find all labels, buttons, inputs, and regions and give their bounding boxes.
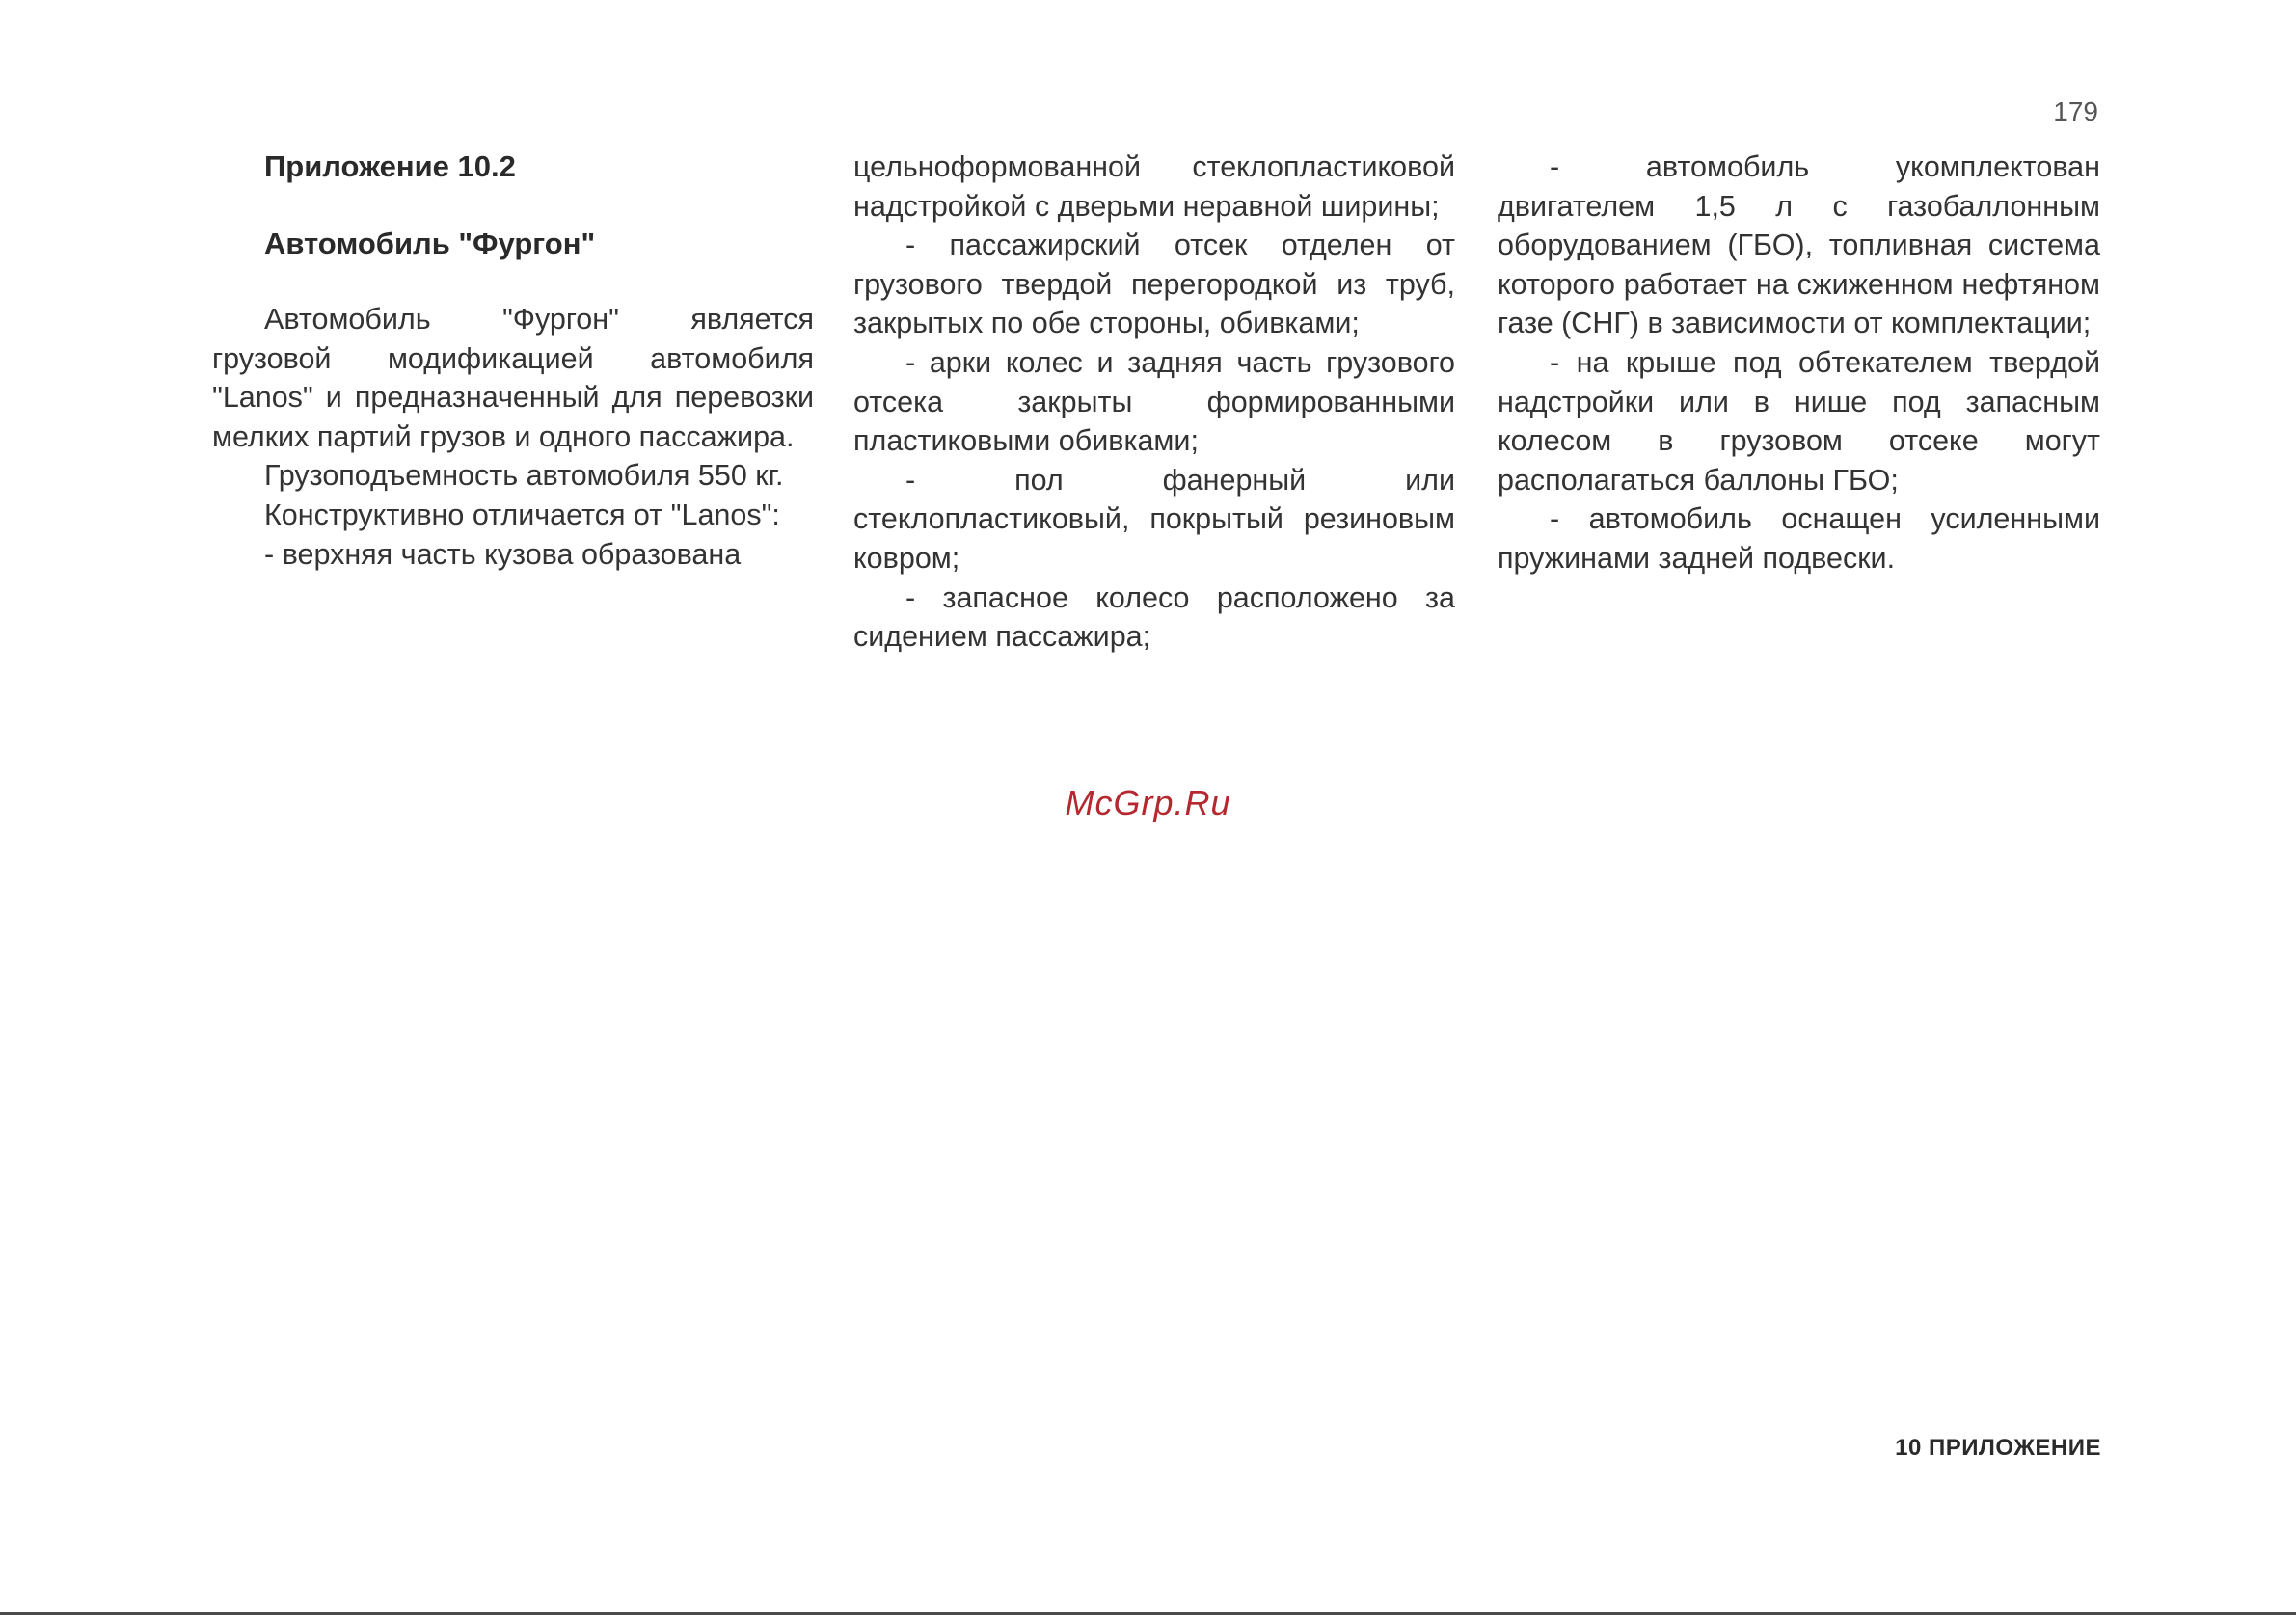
paragraph: - на крыше под обтекателем твердой надстройки или в нише под запасным колесом в грузовом отсеке могут располагаться баллоны ГБО; — [1498, 345, 2100, 497]
section-footer: 10 ПРИЛОЖЕНИЕ — [1895, 1435, 2101, 1461]
paragraph: - пассажирский отсек отделен от грузового твердой перегородкой из труб, закрытых по обе стороны, обивками; — [853, 229, 1455, 340]
paragraph: - запасное колесо расположено за сидением пассажира; — [853, 580, 1455, 654]
paragraph: - пол фанерный или стеклопластиковый, покрытый резиновым ковром; — [853, 463, 1455, 575]
paragraph: Грузоподъемность автомобиля 550 кг. — [264, 459, 784, 493]
appendix-heading: Приложение 10.2 — [264, 149, 516, 183]
paragraph: - арки колес и задняя часть грузового отсека закрыты формированными пластиковыми обивками; — [853, 345, 1455, 458]
paragraph: Конструктивно отличается от "Lanos": — [264, 498, 780, 531]
bottom-divider — [0, 1612, 2296, 1615]
text-column-3 — [1498, 148, 2100, 579]
text-column-2 — [853, 148, 1455, 657]
paragraph: Автомобиль "Фургон" является грузовой модификацией автомобиля "Lanos" и предназначенный для перевозки мелких партий грузов и одного пассажира. — [212, 303, 814, 453]
watermark-link[interactable]: McGrp.Ru — [1065, 783, 1231, 822]
paragraph: - верхняя часть кузова образована — [264, 537, 742, 571]
page-number: 179 — [2053, 96, 2098, 126]
paragraph: - автомобиль укомплектован двигателем 1,5 л с газобаллонным оборудованием (ГБО), топливная система которого работает на сжиженном нефтяном газе (СНГ) в зависимости от комплектации; — [1498, 150, 2100, 340]
paragraph-continuation: цельноформованной стеклопластиковой надстройкой с дверьми неравной ширины; — [853, 150, 1455, 223]
text-column-1 — [212, 148, 814, 574]
paragraph: - автомобиль оснащен усиленными пружинами задней подвески. — [1498, 502, 2100, 575]
section-title: Автомобиль "Фургон" — [264, 227, 596, 260]
